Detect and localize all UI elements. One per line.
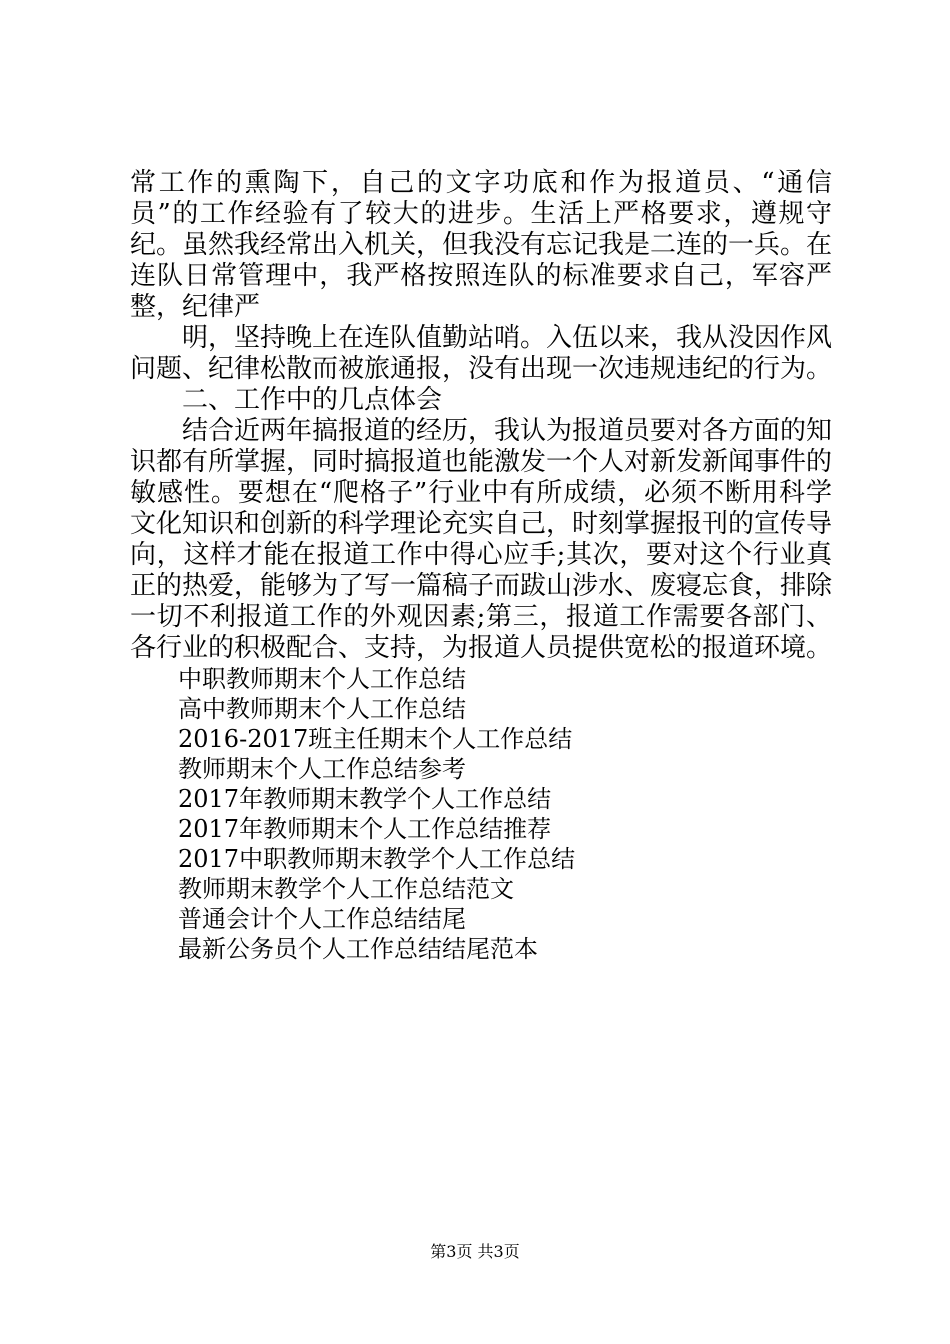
section-heading: 二、工作中的几点体会	[182, 385, 443, 415]
related-link[interactable]: 2017中职教师期末教学个人工作总结	[178, 845, 576, 873]
related-link[interactable]: 2017年教师期末教学个人工作总结	[178, 785, 552, 813]
page-number-footer: 第3页 共3页	[430, 1242, 520, 1261]
related-link[interactable]: 高中教师期末个人工作总结	[178, 695, 466, 723]
related-link[interactable]: 普通会计个人工作总结结尾	[178, 905, 466, 933]
related-link[interactable]: 教师期末个人工作总结参考	[178, 755, 466, 783]
paragraph-continuation: 常工作的熏陶下，自己的文字功底和作为报道员、“通信员”的工作经验有了较大的进步。生活上严格要求，遵规守纪。虽然我经常出入机关，但我没有忘记我是二连的一兵。在连队日常管理中，我严格按照连队的标准要求自己，军容严整，纪律严	[130, 168, 833, 322]
paragraph-experience: 结合近两年搞报道的经历，我认为报道员要对各方面的知识都有所掌握，同时搞报道也能激发一个人对新发新闻事件的敏感性。要想在“爬格子”行业中有所成绩，必须不断用科学文化知识和创新的科学理论充实自己，时刻掌握报刊的宣传导向，这样才能在报道工作中得心应手;其次，要对这个行业真正的热爱，能够为了写一篇稿子而跋山涉水、废寝忘食，排除一切不利报道工作的外观因素;第三，报道工作需要各部门、各行业的积极配合、支持，为报道人员提供宽松的报道环境。	[130, 416, 833, 663]
related-link[interactable]: 2016-2017班主任期末个人工作总结	[178, 725, 573, 753]
related-link[interactable]: 教师期末教学个人工作总结范文	[178, 875, 514, 903]
paragraph-discipline: 明，坚持晚上在连队值勤站哨。入伍以来，我从没因作风问题、纪律松散而被旅通报，没有出现一次违规违纪的行为。	[130, 323, 833, 384]
related-link[interactable]: 中职教师期末个人工作总结	[178, 665, 466, 693]
related-link[interactable]: 最新公务员个人工作总结结尾范本	[178, 935, 538, 963]
related-link[interactable]: 2017年教师期末个人工作总结推荐	[178, 815, 552, 843]
related-links-list	[130, 664, 832, 964]
document-body	[130, 168, 832, 964]
